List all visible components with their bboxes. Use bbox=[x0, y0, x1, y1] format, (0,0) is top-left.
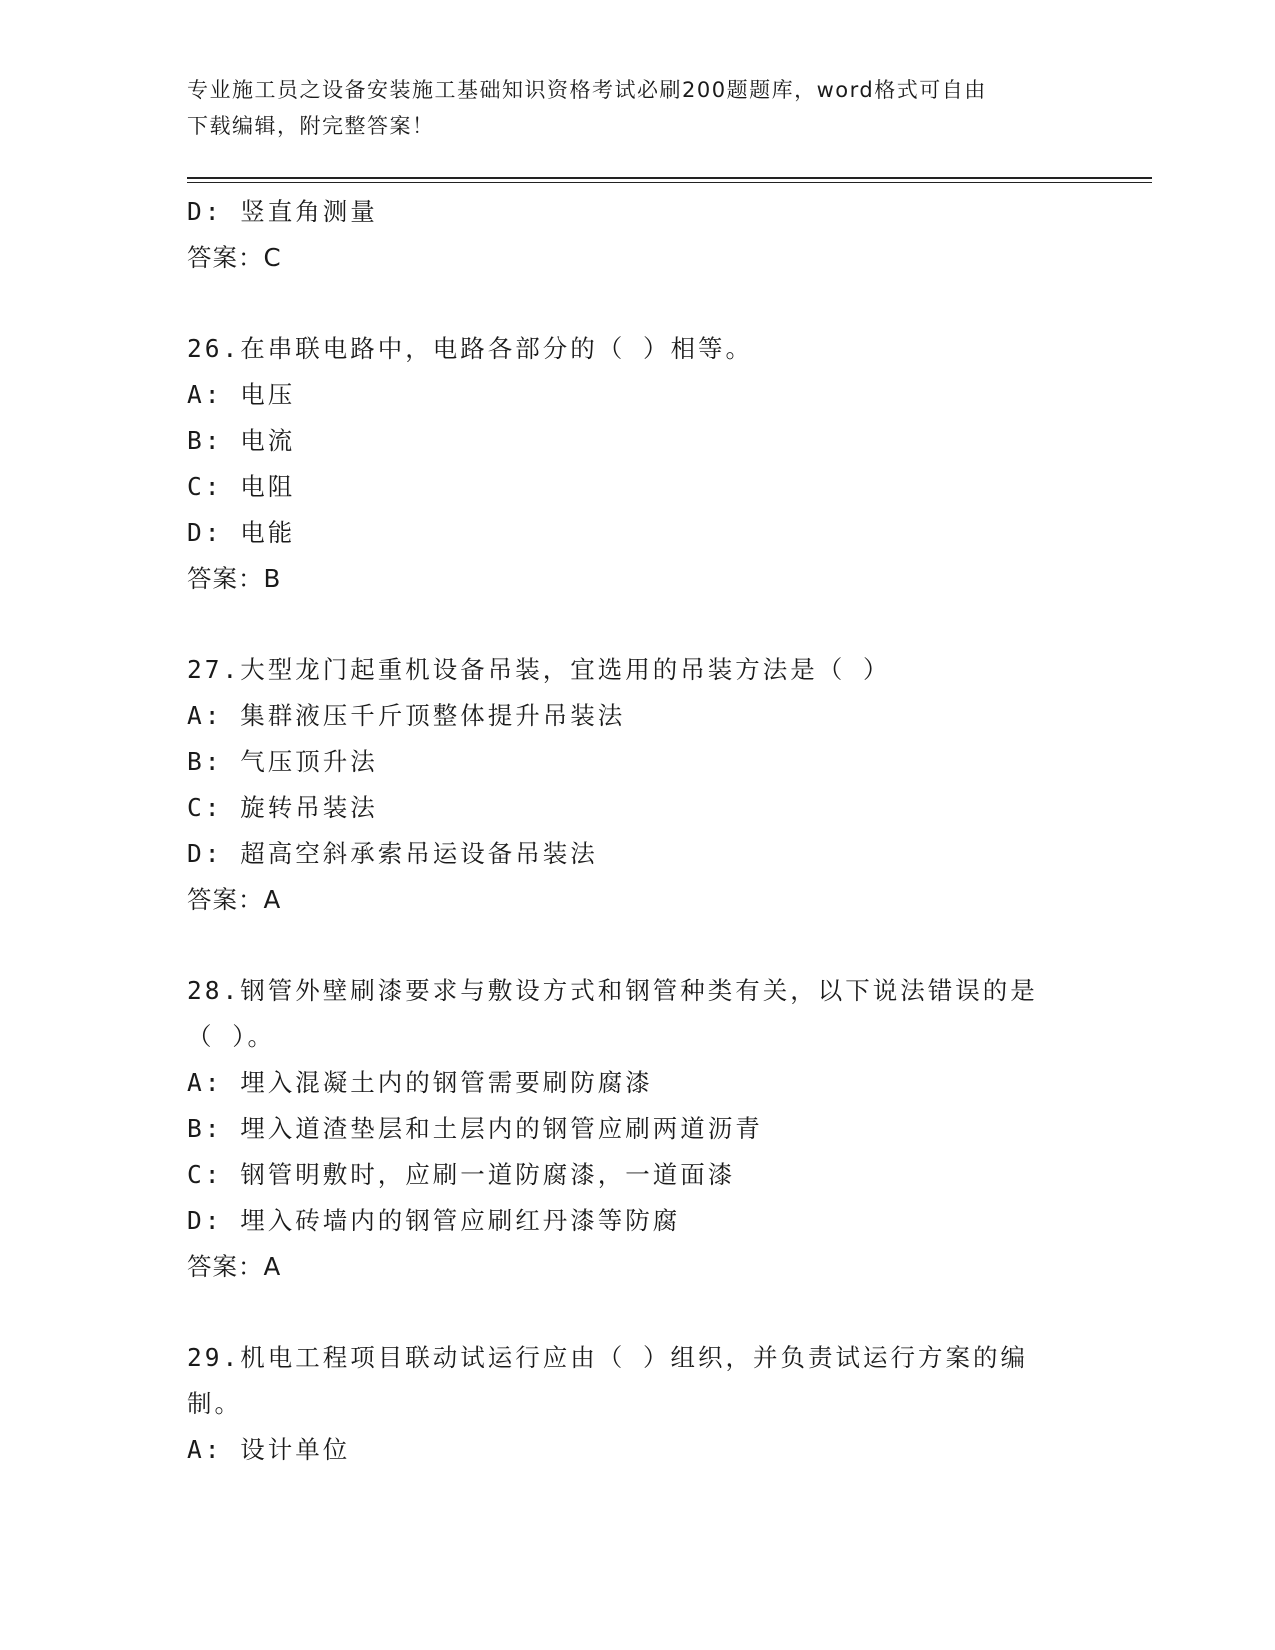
question-stem-continued: （ ）。 bbox=[187, 1022, 275, 1051]
option-line: C: 钢管明敷时，应刷一道防腐漆，一道面漆 bbox=[187, 1160, 736, 1189]
option-line: C: 电阻 bbox=[187, 472, 296, 501]
answer-line: 答案：A bbox=[187, 885, 282, 914]
spacer bbox=[187, 602, 1087, 647]
answer-line: 答案：C bbox=[187, 243, 282, 272]
option-line: D: 超高空斜承索吊运设备吊装法 bbox=[187, 839, 598, 868]
option-line: B: 埋入道渣垫层和土层内的钢管应刷两道沥青 bbox=[187, 1114, 763, 1143]
spacer bbox=[187, 281, 1087, 326]
option-line: B: 电流 bbox=[187, 426, 296, 455]
option-line: C: 旋转吊装法 bbox=[187, 793, 378, 822]
question-stem: 27.大型龙门起重机设备吊装，宜选用的吊装方法是（ ） bbox=[187, 655, 891, 684]
header-rule-thick bbox=[187, 177, 1152, 179]
option-line: B: 气压顶升法 bbox=[187, 747, 378, 776]
option-line: A: 埋入混凝土内的钢管需要刷防腐漆 bbox=[187, 1068, 653, 1097]
question-stem-continued: 制。 bbox=[187, 1389, 242, 1418]
option-line: A: 电压 bbox=[187, 380, 296, 409]
spacer bbox=[187, 923, 1087, 968]
spacer bbox=[187, 1290, 1087, 1335]
question-stem: 29.机电工程项目联动试运行应由（ ）组织，并负责试运行方案的编 bbox=[187, 1343, 1028, 1372]
option-line: A: 集群液压千斤顶整体提升吊装法 bbox=[187, 701, 626, 730]
question-stem: 28.钢管外壁刷漆要求与敷设方式和钢管种类有关，以下说法错误的是 bbox=[187, 976, 1038, 1005]
answer-line: 答案：B bbox=[187, 564, 282, 593]
option-line: D: 埋入砖墙内的钢管应刷红丹漆等防腐 bbox=[187, 1206, 681, 1235]
option-line: A: 设计单位 bbox=[187, 1435, 351, 1464]
question-stem: 26.在串联电路中，电路各部分的（ ）相等。 bbox=[187, 334, 753, 363]
header-line-1: 专业施工员之设备安装施工基础知识资格考试必刷200题题库，word格式可自由 bbox=[187, 78, 987, 102]
option-line: D: 竖直角测量 bbox=[187, 197, 378, 226]
option-line: D: 电能 bbox=[187, 518, 296, 547]
header-line-2: 下载编辑，附完整答案！ bbox=[187, 114, 435, 138]
question-content bbox=[187, 189, 1087, 1473]
header-rule-thin bbox=[187, 182, 1152, 183]
answer-line: 答案：A bbox=[187, 1252, 282, 1281]
document-header bbox=[187, 72, 1067, 144]
